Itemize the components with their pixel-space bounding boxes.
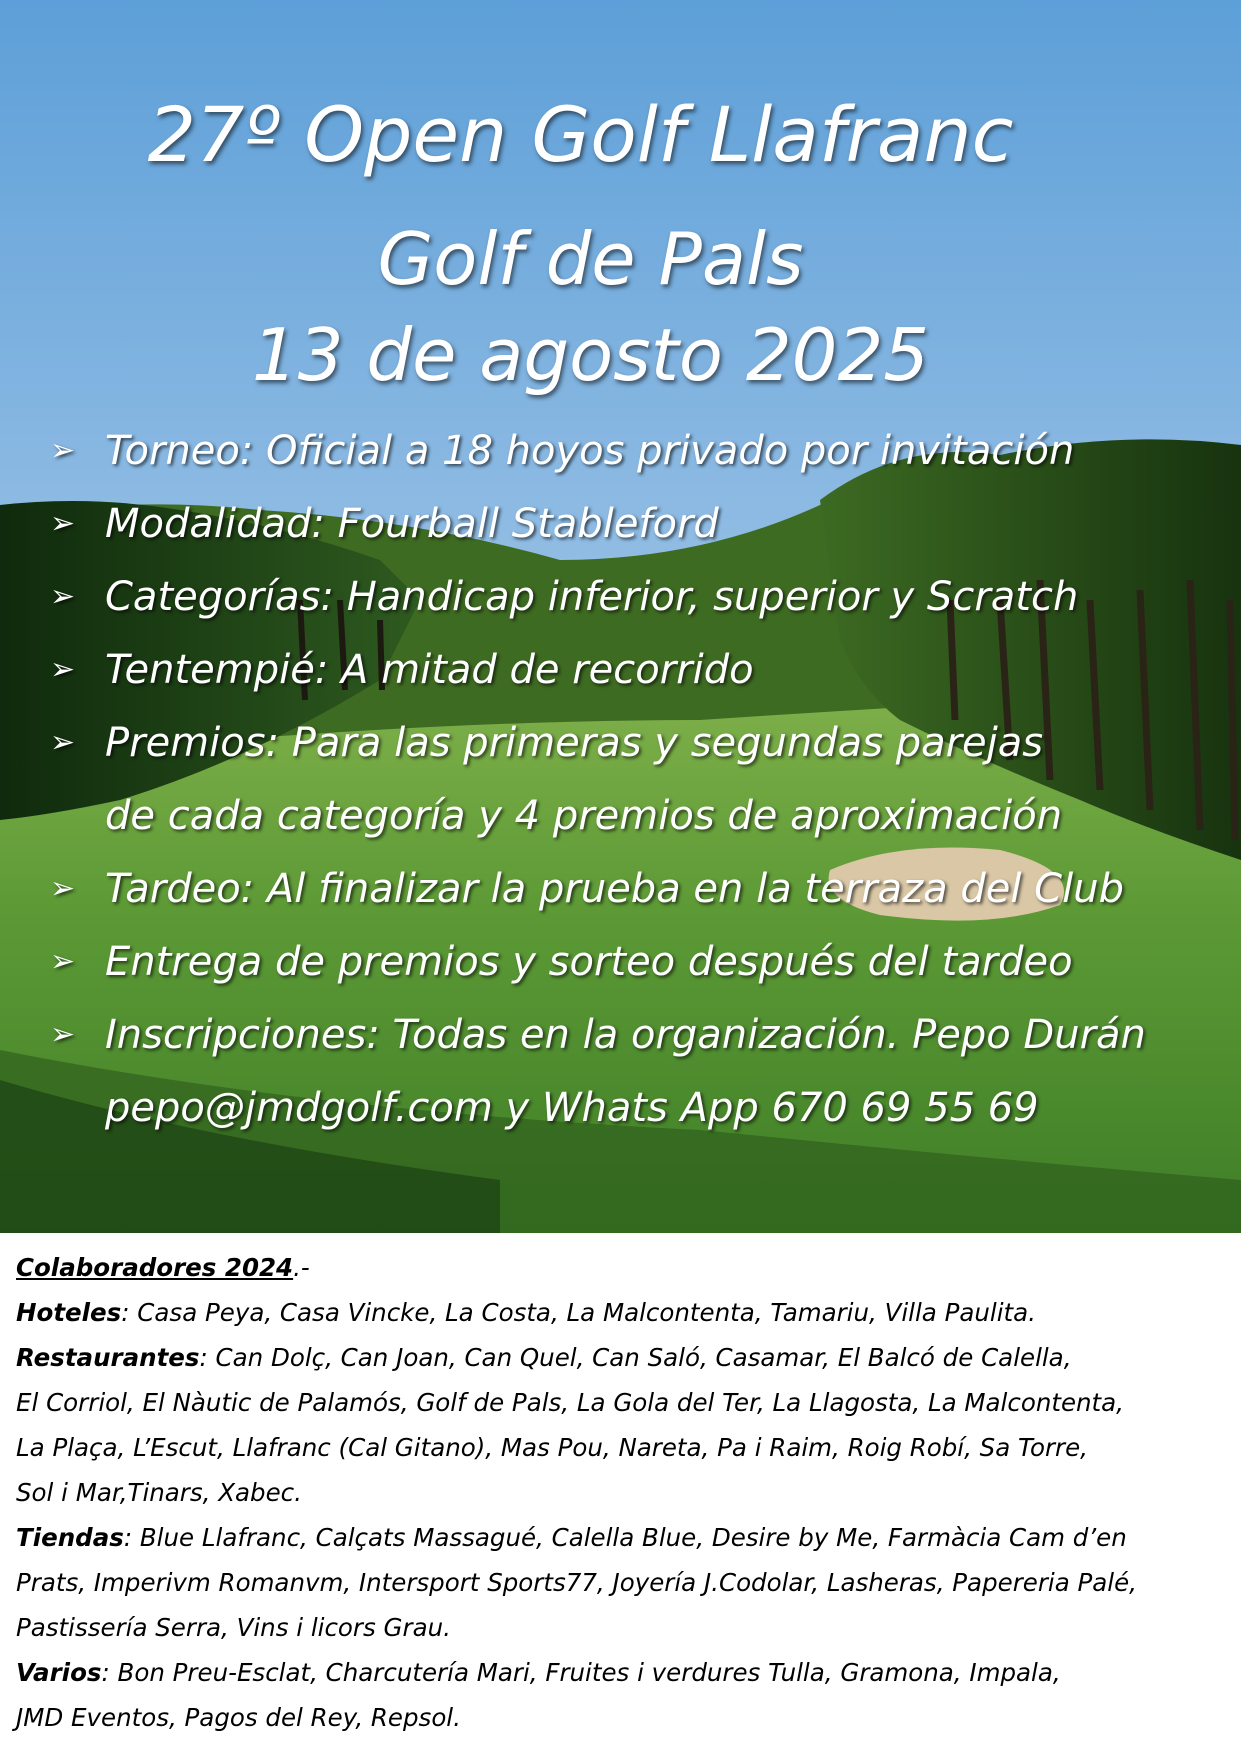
- list-item: [50, 866, 1124, 912]
- arrow-bullet-icon: ➢: [50, 725, 76, 760]
- restaurantes-line: El Corriol, El Nàutic de Palamós, Golf de Pals, La Gola del Ter, La Llagosta, La Malcontenta,: [16, 1388, 1124, 1417]
- varios-line: JMD Eventos, Pagos del Rey, Repsol.: [16, 1703, 461, 1732]
- sponsors-heading-suffix: .-: [293, 1253, 310, 1282]
- list-item: [50, 1012, 1146, 1058]
- restaurantes-line: La Plaça, L’Escut, Llafranc (Cal Gitano), Mas Pou, Nareta, Pa i Raim, Roig Robí, Sa Torre,: [16, 1433, 1088, 1462]
- bullet-continuation: de cada categoría y 4 premios de aproximación: [105, 793, 1063, 839]
- poster-date: 13 de agosto 2025: [251, 313, 930, 397]
- bullet-label: Modalidad: [105, 501, 312, 547]
- arrow-bullet-icon: ➢: [50, 944, 76, 979]
- bullet-text: Oficial a 18 hoyos privado por invitación: [266, 428, 1075, 474]
- bullet-text: Todas en la organización. Pepo Durán: [392, 1012, 1146, 1058]
- varios-list: : Bon Preu-Esclat, Charcutería Mari, Fruites i verdures Tulla, Gramona, Impala,: [101, 1658, 1061, 1687]
- bullet-separator: :: [320, 574, 347, 620]
- bullet-separator: :: [240, 866, 267, 912]
- tiendas-list: : Blue Llafranc, Calçats Massagué, Calella Blue, Desire by Me, Farmàcia Cam d’en: [123, 1523, 1127, 1552]
- bullet-text: Entrega de premios y sorteo después del tardeo: [105, 939, 1073, 985]
- sponsors-heading-line: [16, 1245, 1226, 1290]
- bullet-separator: :: [314, 647, 342, 693]
- list-item: [50, 428, 1074, 474]
- bullet-label: Categorías: [105, 574, 321, 620]
- bullet-separator: :: [239, 428, 267, 474]
- bullet-separator: :: [311, 501, 338, 547]
- bullet-label: Torneo: [105, 428, 240, 474]
- tiendas-line: [16, 1515, 1226, 1560]
- bullet-text: Al finalizar la prueba en la terraza del Club: [266, 866, 1124, 912]
- restaurantes-line: [16, 1335, 1226, 1380]
- hoteles-list: : Casa Peya, Casa Vincke, La Costa, La Malcontenta, Tamariu, Villa Paulita.: [121, 1298, 1036, 1327]
- arrow-bullet-icon: ➢: [50, 652, 76, 687]
- arrow-bullet-icon: ➢: [50, 506, 76, 541]
- varios-line: [16, 1650, 1226, 1695]
- arrow-bullet-icon: ➢: [50, 433, 76, 468]
- restaurantes-label: Restaurantes: [16, 1343, 200, 1372]
- bullet-separator: :: [265, 720, 292, 766]
- list-item: [50, 720, 1043, 766]
- tiendas-line: Prats, Imperivm Romanvm, Intersport Sports77, Joyería J.Codolar, Lasheras, Papereria Palé,: [16, 1568, 1137, 1597]
- list-item: [50, 939, 1073, 985]
- hoteles-line: [16, 1290, 1226, 1335]
- arrow-bullet-icon: ➢: [50, 579, 76, 614]
- bullet-label: Tardeo: [105, 866, 241, 912]
- bullet-text: Fourball Stableford: [337, 501, 719, 547]
- list-item: [50, 647, 754, 693]
- bullet-continuation: pepo@jmdgolf.com y Whats App 670 69 55 69: [105, 1085, 1039, 1131]
- sponsors-heading: Colaboradores 2024: [16, 1253, 294, 1282]
- restaurantes-list: : Can Dolç, Can Joan, Can Quel, Can Saló, Casamar, El Balcó de Calella,: [199, 1343, 1072, 1372]
- bullet-label: Inscripciones: [105, 1012, 367, 1058]
- list-item: [50, 501, 719, 547]
- bullet-separator: :: [366, 1012, 393, 1058]
- bullet-text: Handicap inferior, superior y Scratch: [346, 574, 1079, 620]
- restaurantes-line: Sol i Mar,Tinars, Xabec.: [16, 1478, 302, 1507]
- bullet-text: Para las primeras y segundas parejas: [291, 720, 1044, 766]
- poster-title: 27º Open Golf Llafranc: [147, 90, 1014, 179]
- tiendas-line: Pastissería Serra, Vins i licors Grau.: [16, 1613, 451, 1642]
- varios-label: Varios: [16, 1658, 102, 1687]
- sponsors-section: [16, 1245, 1226, 1740]
- tiendas-label: Tiendas: [16, 1523, 124, 1552]
- poster-venue: Golf de Pals: [377, 217, 804, 301]
- arrow-bullet-icon: ➢: [50, 1017, 76, 1052]
- list-item: [50, 574, 1078, 620]
- bullet-label: Premios: [105, 720, 266, 766]
- arrow-bullet-icon: ➢: [50, 871, 76, 906]
- hoteles-label: Hoteles: [16, 1298, 122, 1327]
- bullet-label: Tentempié: [105, 647, 315, 693]
- bullet-text: A mitad de recorrido: [341, 647, 754, 693]
